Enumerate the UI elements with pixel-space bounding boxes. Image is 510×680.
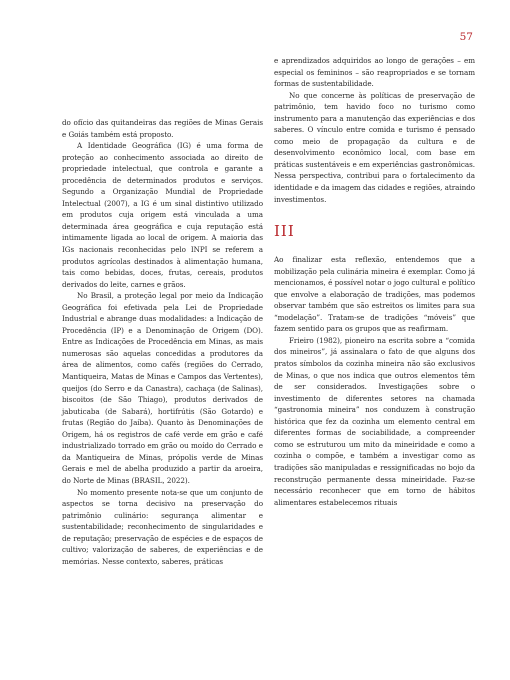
page-number: 57 (459, 31, 473, 43)
paragraph: Frieiro (1982), pioneiro na escrita sobre a “comida dos mineiros”, já assinalara o fato de que alguns dos pratos símbolos da cozinha mineira não são exclusivos de Minas, o que nos indica que outros elementos têm de ser considerados. Investigações sobre o investimento de diferentes setores na chamada “gastronomia mineira” nos conduzem à construção histórica que fez da cozinha um elemento central em diferentes formas de sociabilidade, a compreender como se estruturou um mito da mineiridade e como a cozinha o compõe, e também a investigar como as tradições são manipuladas e ressignificadas no bojo da reconstrução permanente dessa mineiridade. Faz-se necessário reconhecer que em torno de hábitos alimentares estabelecemos rituais (274, 335, 475, 507)
right-column (274, 55, 475, 508)
paragraph: No momento presente nota-se que um conjunto de aspectos se torna decisivo na preservação do patrimônio culinário: segurança alimentar e sustentabilidade; reconhecimento de singularidades e de reputação; preservação de espécies e de espaços de cultivo; valorização de saberes, de experiências e de memórias. Nesse contexto, saberes, práticas (62, 487, 263, 566)
paragraph: Ao finalizar esta reflexão, entendemos que a mobilização pela culinária mineira é exemplar. Como já mencionamos, é possível notar o jogo cultural e político que envolve a elaboração de tradições, mas podemos observar também que são estreitos os limites para sua “modelação”. Tratam-se de tradições “móveis” que fazem sentido para os grupos que as reafirmam. (274, 255, 475, 334)
left-column (62, 117, 263, 567)
section-numeral: III (274, 222, 295, 241)
paragraph: do ofício das quitandeiras das regiões de Minas Gerais e Goiás também está proposto. (62, 118, 263, 139)
paragraph: No que concerne às políticas de preservação de patrimônio, tem havido foco no turismo como instrumento para a manutenção das experiências e dos saberes. O vínculo entre comida e turismo é pensado como meio de propagação da cultura e de desenvolvimento econômico local, com base em práticas sustentáveis e em experiências gastronômicas. Nessa perspectiva, contribui para o fortalecimento da identidade e da imagem das cidades e regiões, atraindo investimentos. (274, 90, 475, 204)
paragraph: No Brasil, a proteção legal por meio da Indicação Geográfica foi efetivada pela Lei de Propriedade Industrial e abrange duas modalidades: a Indicação de Procedência (IP) e a Denominação de Origem (DO). Entre as Indicações de Procedência em Minas, as mais numerosas são aquelas concedidas a produtores da área de alimentos, como cafés (regiões do Cerrado, Mantiqueira, Matas de Minas e Campos das Vertentes), queijos (do Serro e da Canastra), cachaça (de Salinas), biscoitos (de São Thiago), produtos derivados de jabuticaba (de Sabará), hortifrútis (São Gotardo) e frutas (Região do Jaíba). Quanto às Denominações de Origem, há os registros de café verde em grão e café industrializado torrado em grão ou moído do Cerrado e da Mantiqueira de Minas, própolis verde de Minas Gerais e mel de abelha produzido a partir da aroeira, do Norte de Minas (BRASIL, 2022). (62, 291, 263, 485)
paragraph: e aprendizados adquiridos ao longo de gerações – em especial os femininos – são reapropriados e se tornam formas de sustentabilidade. (274, 56, 475, 89)
paragraph: A Identidade Geográfica (IG) é uma forma de proteção ao conhecimento associada ao direito de propriedade intelectual, que controla e garante a procedência de determinados produtos e serviços. Segundo a Organização Mundial de Propriedade Intelectual (2007), a IG é um sinal distintivo utilizado em produtos cuja origem está vinculada a uma determinada área geográfica e cuja reputação está intimamente ligada ao local de origem. A maioria das IGs nacionais reconhecidas pelo INPI se referem a produtos agrícolas destinados à alimentação humana, tais como bebidas, doces, frutas, cereais, produtos derivados do leite, carnes e grãos. (62, 141, 263, 289)
